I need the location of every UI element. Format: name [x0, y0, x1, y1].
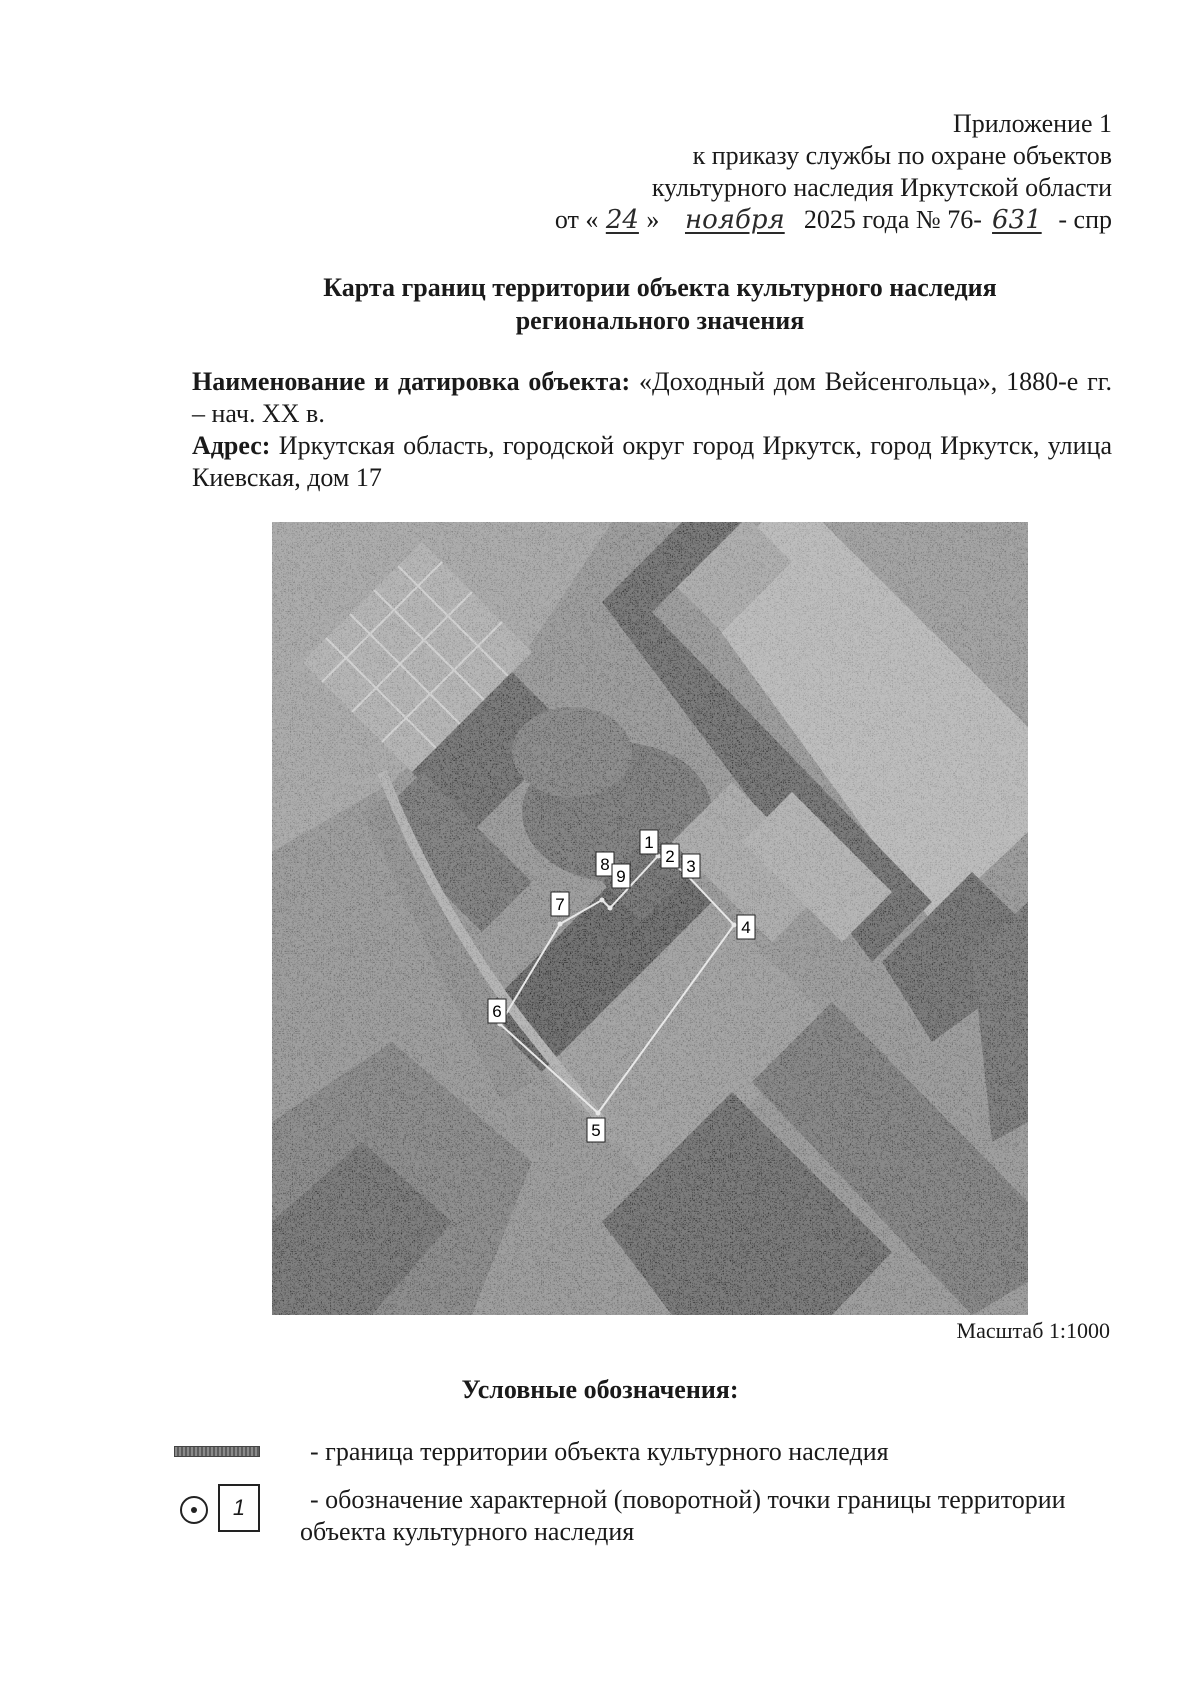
svg-text:6: 6	[492, 1002, 502, 1021]
point-label-4	[737, 915, 755, 939]
order-year-text: 2025 года № 76-	[803, 205, 982, 234]
order-number-handwritten: 631	[992, 205, 1042, 235]
point-label-6	[488, 999, 506, 1023]
object-address	[192, 430, 1112, 494]
order-month-handwritten: ноября	[684, 205, 785, 235]
point-circle-icon	[180, 1496, 208, 1524]
svg-text:9: 9	[616, 867, 626, 886]
map-scale: Масштаб 1:1000	[956, 1318, 1110, 1343]
point-label-5	[587, 1118, 605, 1142]
svg-text:3: 3	[686, 857, 696, 876]
aerial-map-image	[272, 522, 1028, 1315]
title-line-2: регионального значения	[515, 306, 805, 335]
order-date-mid: »	[646, 205, 660, 234]
order-suffix: - спр	[1058, 205, 1112, 234]
legend-boundary-row	[174, 1436, 1134, 1476]
title-line-1: Карта границ территории объекта культурного наследия	[323, 273, 997, 302]
svg-text:5: 5	[591, 1121, 601, 1140]
legend-point-text: - обозначение характерной (поворотной) точки границы территории объекта культурного наследия	[300, 1485, 1066, 1546]
appendix-header	[555, 108, 1112, 236]
svg-text:1: 1	[644, 833, 654, 852]
aerial-map	[272, 522, 1028, 1315]
point-label-1	[640, 830, 658, 854]
point-number-box: 1	[218, 1484, 260, 1532]
object-info	[192, 366, 1112, 494]
point-label-9	[612, 864, 630, 888]
point-label-3	[682, 854, 700, 878]
svg-text:4: 4	[741, 918, 751, 937]
document-title	[200, 271, 1120, 337]
legend-title: Условные обозначения:	[461, 1375, 739, 1404]
object-name-label: Наименование и датировка объекта:	[192, 367, 631, 396]
order-date-prefix: от «	[554, 205, 599, 234]
svg-text:2: 2	[665, 847, 675, 866]
order-day-handwritten: 24	[605, 205, 639, 235]
boundary-line-symbol	[174, 1446, 260, 1457]
legend-point-row	[174, 1484, 1134, 1574]
object-address-label: Адрес:	[192, 431, 271, 460]
svg-text:8: 8	[600, 855, 610, 874]
point-label-2	[661, 844, 679, 868]
appendix-authority: культурного наследия Иркутской области	[651, 173, 1112, 202]
object-name	[192, 366, 1112, 430]
point-label-7	[551, 892, 569, 916]
appendix-order-ref: к приказу службы по охране объектов	[692, 141, 1112, 170]
svg-text:7: 7	[555, 895, 565, 914]
object-name-value: «Доходный дом Вейсенгольца», 1880-е гг. – нач. XX в.	[192, 367, 1112, 428]
legend-boundary-text: - граница территории объекта культурного наследия	[310, 1437, 889, 1466]
object-address-value: Иркутская область, городской округ город Иркутск, город Иркутск, улица Киевская, дом 17	[192, 431, 1113, 492]
order-date-line	[555, 204, 1112, 236]
appendix-number: Приложение 1	[952, 109, 1112, 138]
point-label-8	[596, 852, 614, 876]
